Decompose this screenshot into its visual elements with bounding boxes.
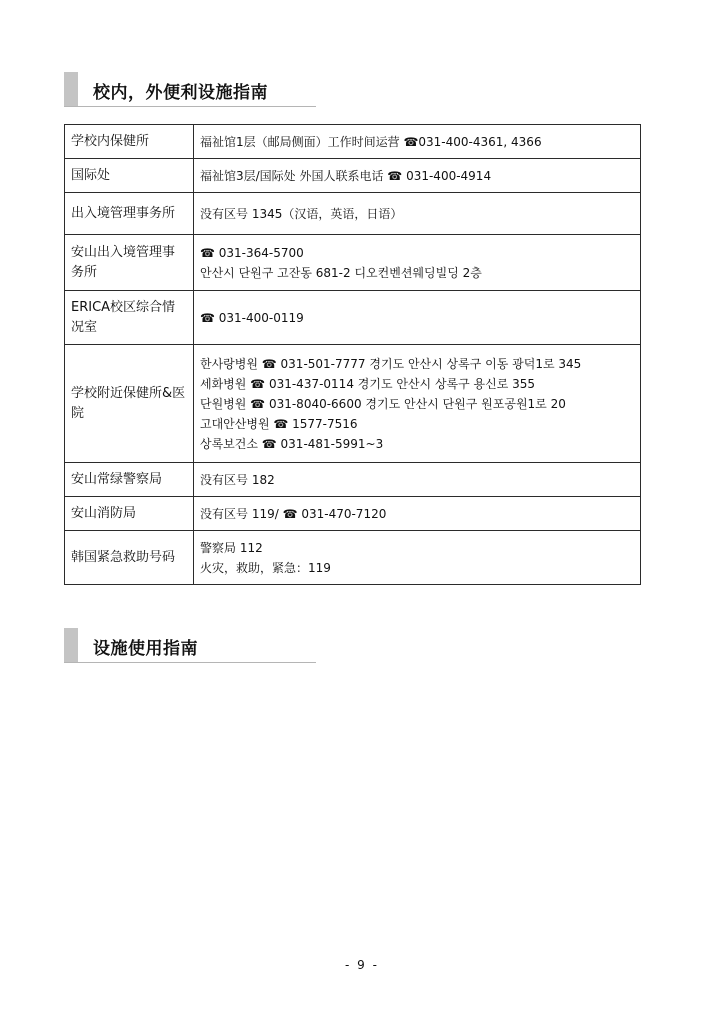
table-row <box>65 531 641 585</box>
section-title: 设施使用指南 <box>93 639 198 659</box>
facility-name: 出入境管理事务所 <box>65 193 194 235</box>
heading-accent-bar <box>64 628 78 662</box>
info-line: 福祉馆1层（邮局侧面）工作时间运营 ☎031-400-4361, 4366 <box>200 134 542 149</box>
table-row <box>65 193 641 235</box>
facility-info <box>194 345 641 463</box>
info-line: 没有区号 1345（汉语，英语，日语） <box>200 206 403 221</box>
table-row <box>65 159 641 193</box>
section-title: 校内，外便利设施指南 <box>93 83 268 103</box>
facility-name: ERICA校区综合情况室 <box>65 291 194 345</box>
info-line: ☎ 031-364-5700 <box>200 245 304 260</box>
facility-name: 安山出入境管理事务所 <box>65 235 194 291</box>
info-line: 火灾，救助，紧急：119 <box>200 560 331 575</box>
table-row <box>65 345 641 463</box>
table-row <box>65 291 641 345</box>
info-line: 没有区号 182 <box>200 472 275 487</box>
facility-name: 韩国紧急救助号码 <box>65 531 194 585</box>
facility-info <box>194 291 641 345</box>
table-row <box>65 463 641 497</box>
info-line: 상록보건소 ☎ 031-481-5991~3 <box>200 436 384 451</box>
facility-info <box>194 235 641 291</box>
facility-info <box>194 463 641 497</box>
facility-info <box>194 159 641 193</box>
info-line: 没有区号 119/ ☎ 031-470-7120 <box>200 506 387 521</box>
info-line: 한사랑병원 ☎ 031-501-7777 경기도 안산시 상록구 이동 광덕1로 345 <box>200 356 582 371</box>
facility-name: 安山常绿警察局 <box>65 463 194 497</box>
facility-name: 国际处 <box>65 159 194 193</box>
info-line: 세화병원 ☎ 031-437-0114 경기도 안산시 상록구 용신로 355 <box>200 376 536 391</box>
page-number: - 9 - <box>345 958 379 972</box>
section-heading-facilities-guide <box>64 72 316 107</box>
table-row <box>65 235 641 291</box>
facility-info <box>194 531 641 585</box>
facilities-table <box>64 124 641 585</box>
facility-info <box>194 497 641 531</box>
heading-accent-bar <box>64 72 78 106</box>
info-line: 단원병원 ☎ 031-8040-6600 경기도 안산시 단원구 원포공원1로 20 <box>200 396 566 411</box>
info-line: 福祉馆3层/国际处 外国人联系电话 ☎ 031-400-4914 <box>200 168 492 183</box>
facility-info <box>194 193 641 235</box>
info-line: 고대안산병원 ☎ 1577-7516 <box>200 416 358 431</box>
info-line: 警察局 112 <box>200 540 263 555</box>
info-line: ☎ 031-400-0119 <box>200 310 304 325</box>
table-row <box>65 125 641 159</box>
facility-name: 学校附近保健所&医院 <box>65 345 194 463</box>
facility-name: 安山消防局 <box>65 497 194 531</box>
section-heading-usage-guide <box>64 628 316 663</box>
table-row <box>65 497 641 531</box>
facility-name: 学校内保健所 <box>65 125 194 159</box>
info-line: 안산시 단원구 고잔동 681-2 디오컨벤션웨딩빌딩 2층 <box>200 265 482 280</box>
facility-info <box>194 125 641 159</box>
